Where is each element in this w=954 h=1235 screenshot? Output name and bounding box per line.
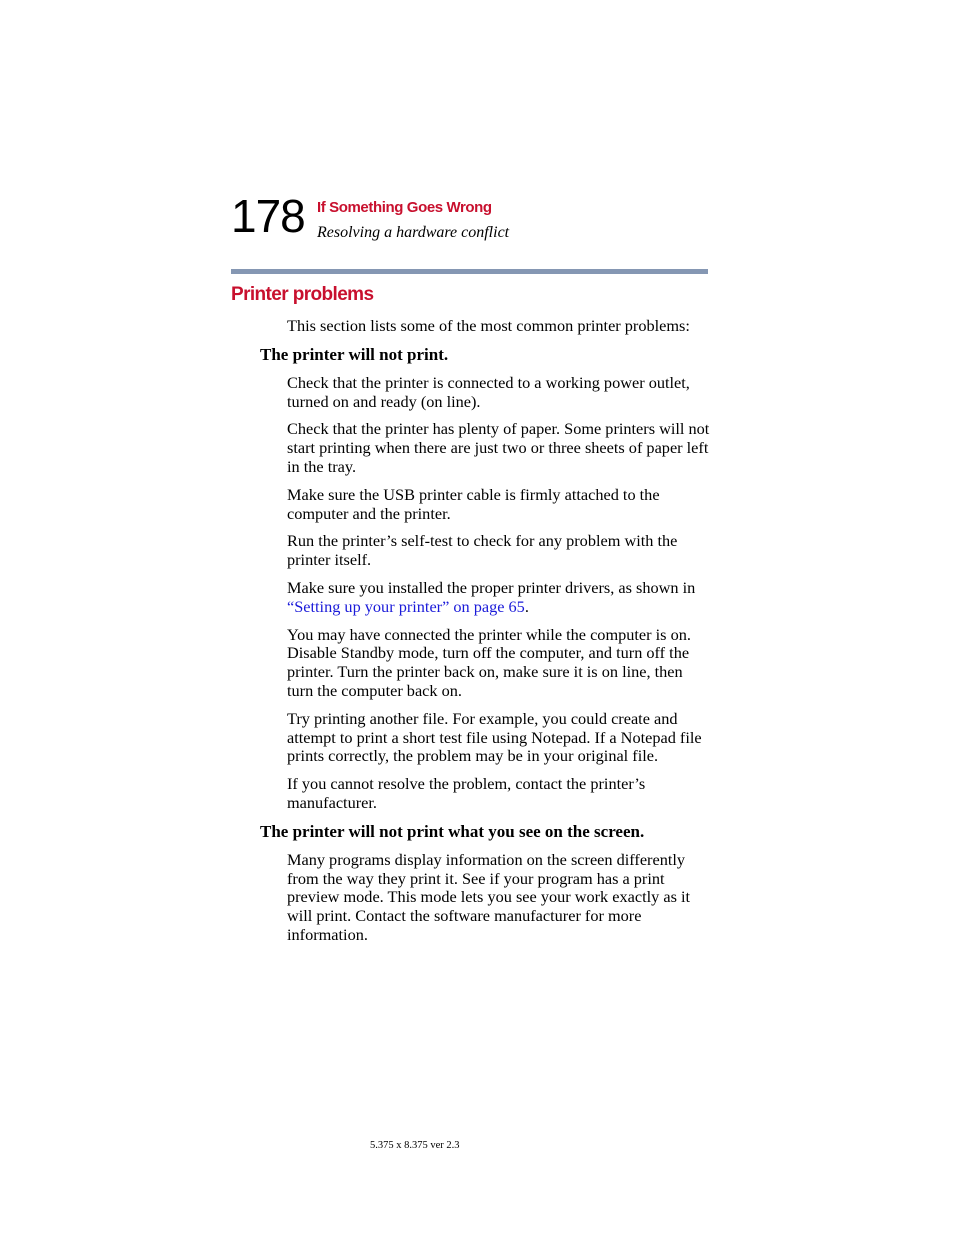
body-paragraph: Check that the printer is connected to a working power outlet, turned on and ready (on line). (287, 372, 690, 411)
header-rule (231, 269, 708, 274)
link-lead-text: Make sure you installed the proper printer drivers, as shown in (287, 577, 696, 597)
setting-up-printer-link[interactable]: “Setting up your printer” on page 65 (287, 596, 525, 616)
body-paragraph: Try printing another file. For example, you could create and attempt to print a short test file using Notepad. If a Notepad file prints correctly, the problem may be in your original file. (287, 708, 702, 766)
section-heading: Printer problems (231, 284, 374, 305)
page-footer: 5.375 x 8.375 ver 2.3 (370, 1140, 460, 1151)
link-trail-text: . (524, 596, 529, 616)
body-paragraph: Many programs display information on the screen differently from the way they print it. See if your program has a print preview mode. This mode lets you see your work exactly as it will print. Contact the software manufacturer for more information. (287, 849, 691, 944)
chapter-title: If Something Goes Wrong (317, 199, 492, 216)
problem-heading: The printer will not print what you see on the screen. (260, 821, 645, 841)
body-paragraph: Run the printer’s self-test to check for any problem with the printer itself. (287, 531, 678, 570)
body-paragraph: You may have connected the printer while the computer is on. Disable Standby mode, turn off the computer, and turn off the printer. Turn the printer back on, make sure it is on line, then turn the computer back on. (287, 624, 691, 700)
problem-heading: The printer will not print. (260, 344, 449, 364)
body-paragraph: Check that the printer has plenty of paper. Some printers will not start printing when there are just two or three sheets of paper left in the tray. (287, 419, 710, 476)
main-content (260, 317, 712, 954)
body-paragraph: If you cannot resolve the problem, contact the printer’s manufacturer. (287, 774, 646, 812)
section-subtitle: Resolving a hardware conflict (317, 224, 510, 241)
intro-paragraph: This section lists some of the most common printer problems: (287, 316, 690, 335)
body-paragraph: Make sure the USB printer cable is firmly attached to the computer and the printer. (287, 484, 660, 523)
page-number: 178 (231, 190, 305, 242)
body-paragraph-with-link (287, 579, 712, 617)
